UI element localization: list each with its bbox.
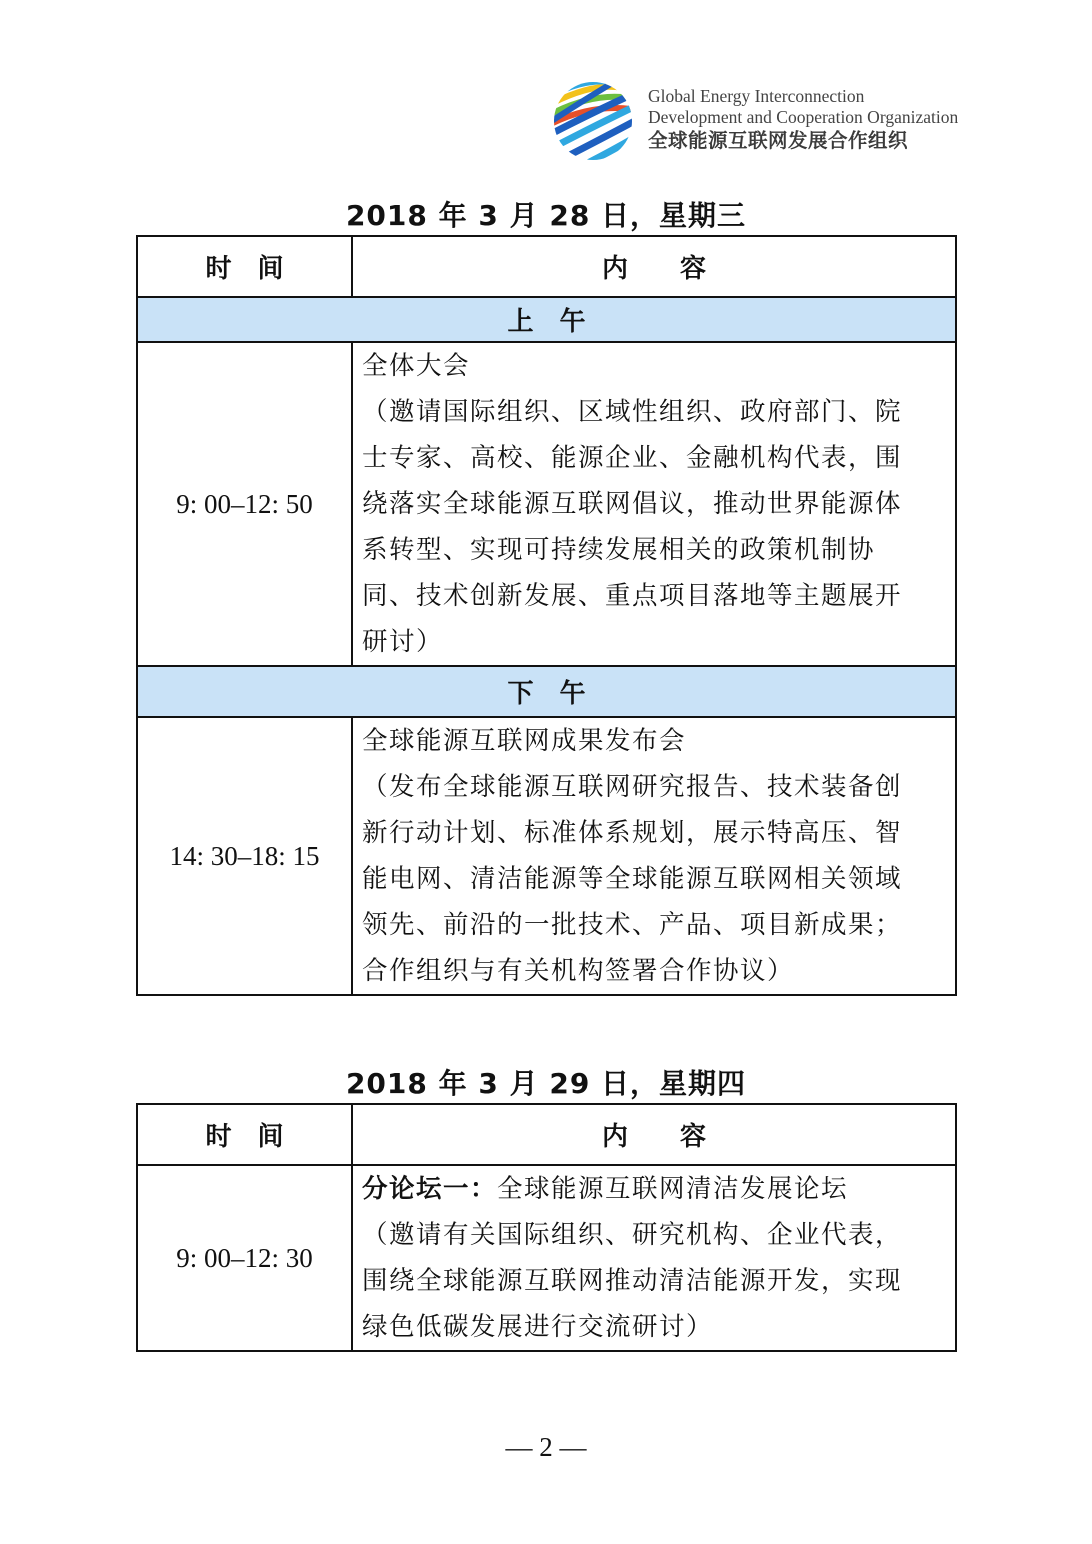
session-time: 9: 00–12: 30	[137, 1165, 352, 1351]
header-time: 时 间	[137, 236, 352, 297]
band-afternoon-row	[137, 666, 956, 717]
session-content	[352, 1165, 956, 1351]
session-desc-line: 新行动计划、标准体系规划，展示特高压、智	[362, 818, 903, 848]
session-desc-line: 绕落实全球能源互联网倡议，推动世界能源体	[362, 489, 903, 519]
band-morning: 上 午	[137, 297, 956, 342]
page-number: — 2 —	[505, 1432, 587, 1462]
header-content: 内 容	[352, 236, 956, 297]
day-2-title: 2018 年 3 月 29 日，星期四	[345, 1067, 747, 1100]
header-content: 内 容	[352, 1104, 956, 1165]
table-row	[137, 1165, 956, 1351]
logo-name-en-line1: Global Energy Interconnection	[648, 86, 865, 106]
session-desc-line: （发布全球能源互联网研究报告、技术装备创	[362, 772, 903, 802]
table-header-row	[137, 236, 956, 297]
session-title	[362, 1166, 947, 1212]
session-content	[352, 342, 956, 666]
session-desc-line: 研讨）	[362, 627, 444, 657]
table-row	[137, 342, 956, 666]
session-content	[352, 717, 956, 995]
session-desc-line: （邀请有关国际组织、研究机构、企业代表，	[362, 1220, 903, 1250]
session-desc-line: （邀请国际组织、区域性组织、政府部门、院	[362, 397, 903, 427]
session-desc-line: 领先、前沿的一批技术、产品、项目新成果；	[362, 910, 903, 940]
table-header-row	[137, 1104, 956, 1165]
session-desc-line: 合作组织与有关机构签署合作协议）	[362, 956, 795, 986]
session-title: 全体大会	[362, 351, 471, 381]
session-label: 分论坛一：	[362, 1174, 498, 1204]
band-afternoon: 下 午	[137, 666, 956, 717]
day-1-schedule-table	[136, 235, 957, 996]
band-morning-row	[137, 297, 956, 342]
logo-name-en-line2: Development and Cooperation Organization	[648, 107, 959, 127]
session-time: 14: 30–18: 15	[137, 717, 352, 995]
day-2-schedule-table	[136, 1103, 957, 1352]
session-desc-line: 能电网、清洁能源等全球能源互联网相关领域	[362, 864, 903, 894]
session-time: 9: 00–12: 50	[137, 342, 352, 666]
session-desc-line: 同、技术创新发展、重点项目落地等主题展开	[362, 581, 903, 611]
globe-logo-icon	[552, 80, 634, 162]
session-title-text: 全球能源互联网清洁发展论坛	[497, 1174, 849, 1204]
session-desc-line: 士专家、高校、能源企业、金融机构代表，围	[362, 443, 903, 473]
organization-logo	[548, 72, 988, 172]
table-row	[137, 717, 956, 995]
logo-name-cn: 全球能源互联网发展合作组织	[648, 129, 909, 152]
header-time: 时 间	[137, 1104, 352, 1165]
session-desc-line: 绿色低碳发展进行交流研讨）	[362, 1312, 714, 1342]
session-title: 全球能源互联网成果发布会	[362, 726, 687, 756]
session-desc-line: 系转型、实现可持续发展相关的政策机制协	[362, 535, 876, 565]
day-1-title: 2018 年 3 月 28 日，星期三	[345, 199, 747, 232]
session-desc-line: 围绕全球能源互联网推动清洁能源开发，实现	[362, 1266, 903, 1296]
